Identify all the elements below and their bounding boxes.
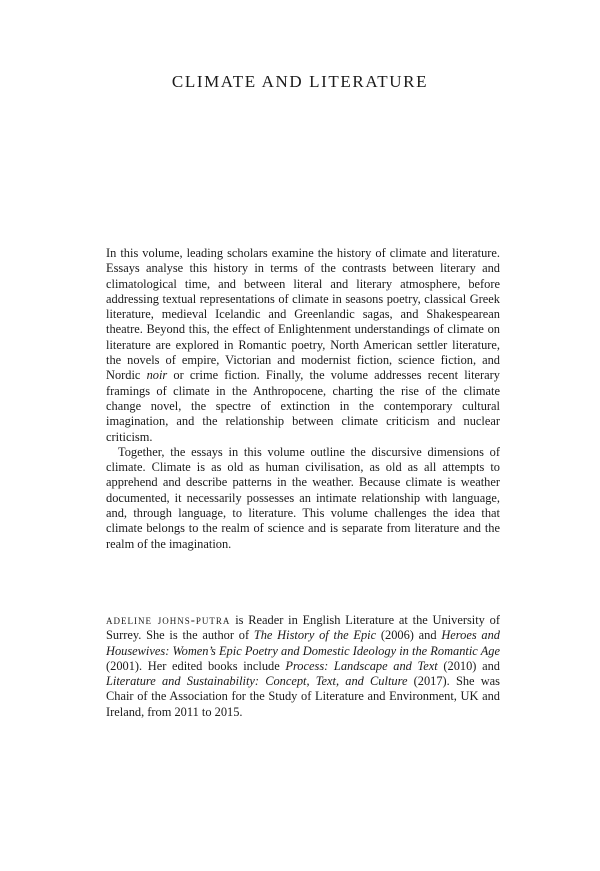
description-p1-noir: noir bbox=[146, 368, 168, 383]
author-bio-paragraph bbox=[106, 613, 500, 720]
book-description bbox=[106, 246, 500, 552]
author-name: adeline johns-putra bbox=[106, 613, 231, 627]
description-p1-text-a: In this volume, leading scholars examine the history of climate and literature. Essays analyse this history in terms of the contrasts between literary and climatological time, and between literal and literary atmosphere, before addressing textual representations of climate in seasons poetry, classical Greek literature, medieval Icelandic and Greenlandic sagas, and Shakespearean theatre. Beyond this, the effect of Enlightenment understandings of climate on literature are explored in Romantic poetry, North American settler literature, the novels of empire, Victorian and modernist fiction, science fiction, and Nordic bbox=[106, 246, 500, 383]
author-bio bbox=[106, 613, 500, 720]
description-p1-text-b: or crime fiction. Finally, the volume addresses recent literary framings of climate in the Anthropocene, charting the rise of the climate change novel, the spectre of extinction in the contemporary cultural imagination, and the relationship between climate criticism and nuclear criticism. bbox=[106, 368, 500, 444]
bio-text-2: (2006) and bbox=[376, 628, 442, 643]
bio-text-3: (2001). Her edited books include bbox=[106, 658, 286, 673]
description-paragraph-2: Together, the essays in this volume outline the discursive dimensions of climate. Climate is as old as human civilisation, as old as all attempts to apprehend and describe patterns in the weather. Because climate is weather documented, it necessarily possesses an intimate relationship with language, and, through language, to literature. This volume challenges the idea that climate belongs to the realm of science and is separate from literature and the realm of the imagination. bbox=[106, 444, 500, 551]
book-title-4: Literature and Sustainability: Concept, Text, and Culture bbox=[106, 674, 408, 689]
book-title-3: Process: Landscape and Text bbox=[285, 658, 438, 673]
bio-text-4: (2010) and bbox=[437, 658, 500, 673]
bio-text-5: (2017). She was Chair of the Association for the Study of Literature and Environment, UK and Ireland, from 2011 to 2015. bbox=[106, 674, 500, 719]
description-paragraph-1 bbox=[106, 246, 500, 445]
book-title-1: The History of the Epic bbox=[253, 628, 377, 643]
bio-text-1: is Reader in English Literature at the University of Surrey. She is the author of bbox=[106, 613, 500, 643]
page-title: CLIMATE AND LITERATURE bbox=[171, 72, 429, 91]
book-title-2: Heroes and Housewives: Women’s Epic Poetry and Domestic Ideology in the Romantic Age bbox=[106, 628, 500, 658]
